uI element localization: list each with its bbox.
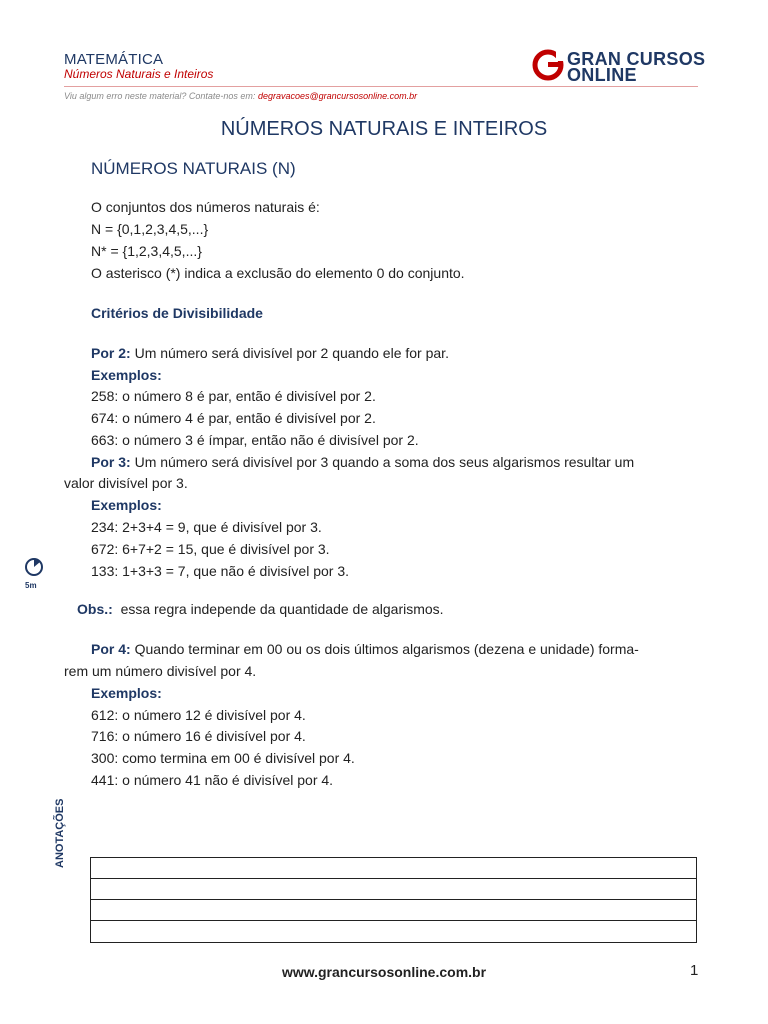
header-topic: Números Naturais e Inteiros [64,67,214,81]
notes-line[interactable] [91,858,696,879]
rule-continuation: rem um número divisível por 4. [64,663,257,679]
example-line: 234: 2+3+4 = 9, que é divisível por 3. [91,519,322,535]
rule-continuation: valor divisível por 3. [64,475,188,491]
intro-line: O asterisco (*) indica a exclusão do elemento 0 do conjunto. [91,265,465,281]
obs-text: essa regra independe da quantidade de algarismos. [120,601,444,617]
header-divider [64,86,698,87]
logo-g-icon [532,49,564,81]
examples-label: Exemplos: [91,367,162,383]
header-subject: MATEMÁTICA [64,51,164,68]
criteria-heading: Critérios de Divisibilidade [91,305,263,321]
rule-por3 [91,454,634,470]
gran-cursos-logo [532,49,706,85]
header-contact [64,91,417,101]
rule-text: Quando terminar em 00 ou os dois últimos algarismos (dezena e unidade) forma- [130,641,639,657]
examples-label: Exemplos: [91,685,162,701]
rule-por2 [91,345,449,361]
example-line: 612: o número 12 é divisível por 4. [91,707,306,723]
notes-label: ANOTAÇÕES [54,798,66,868]
rule-text: Um número será divisível por 3 quando a soma dos seus algarismos resultar um [130,454,635,470]
obs-label: Obs.: [77,601,113,617]
timer-indicator [24,557,44,590]
section-heading: NÚMEROS NATURAIS (N) [91,159,296,178]
rule-label: Por 4: [91,641,131,657]
example-line: 674: o número 4 é par, então é divisível por 2. [91,410,376,426]
notes-line[interactable] [91,879,696,900]
logo-line2: ONLINE [567,65,637,85]
page-title: NÚMEROS NATURAIS E INTEIROS [220,118,548,140]
example-line: 258: o número 8 é par, então é divisível por 2. [91,388,376,404]
example-line: 672: 6+7+2 = 15, que é divisível por 3. [91,541,330,557]
rule-label: Por 3: [91,454,131,470]
example-line: 663: o número 3 é ímpar, então não é divisível por 2. [91,432,419,448]
intro-line: N* = {1,2,3,4,5,...} [91,243,202,259]
timer-icon [24,557,44,577]
intro-line: O conjuntos dos números naturais é: [91,199,320,215]
page-number: 1 [690,962,699,979]
contact-email[interactable]: degravacoes@grancursosonline.com.br [257,91,418,101]
rule-text: Um número será divisível por 2 quando ele for par. [130,345,449,361]
intro-line: N = {0,1,2,3,4,5,...} [91,221,209,237]
timer-label: 5m [25,581,37,590]
logo-line1: GRAN CURSOS [567,49,706,69]
example-line: 441: o número 41 não é divisível por 4. [91,772,334,788]
notes-line[interactable] [91,900,696,921]
example-line: 133: 1+3+3 = 7, que não é divisível por 3. [91,563,350,579]
example-line: 716: o número 16 é divisível por 4. [91,728,306,744]
notes-line[interactable] [91,921,696,942]
notes-box[interactable] [90,857,697,943]
contact-prefix: Viu algum erro neste material? Contate-nos em: [64,91,258,101]
footer-url[interactable]: www.grancursosonline.com.br [281,964,487,980]
obs-note [77,601,444,617]
example-line: 300: como termina em 00 é divisível por 4. [91,750,355,766]
rule-label: Por 2: [91,345,131,361]
examples-label: Exemplos: [91,497,162,513]
rule-por4 [91,641,639,657]
